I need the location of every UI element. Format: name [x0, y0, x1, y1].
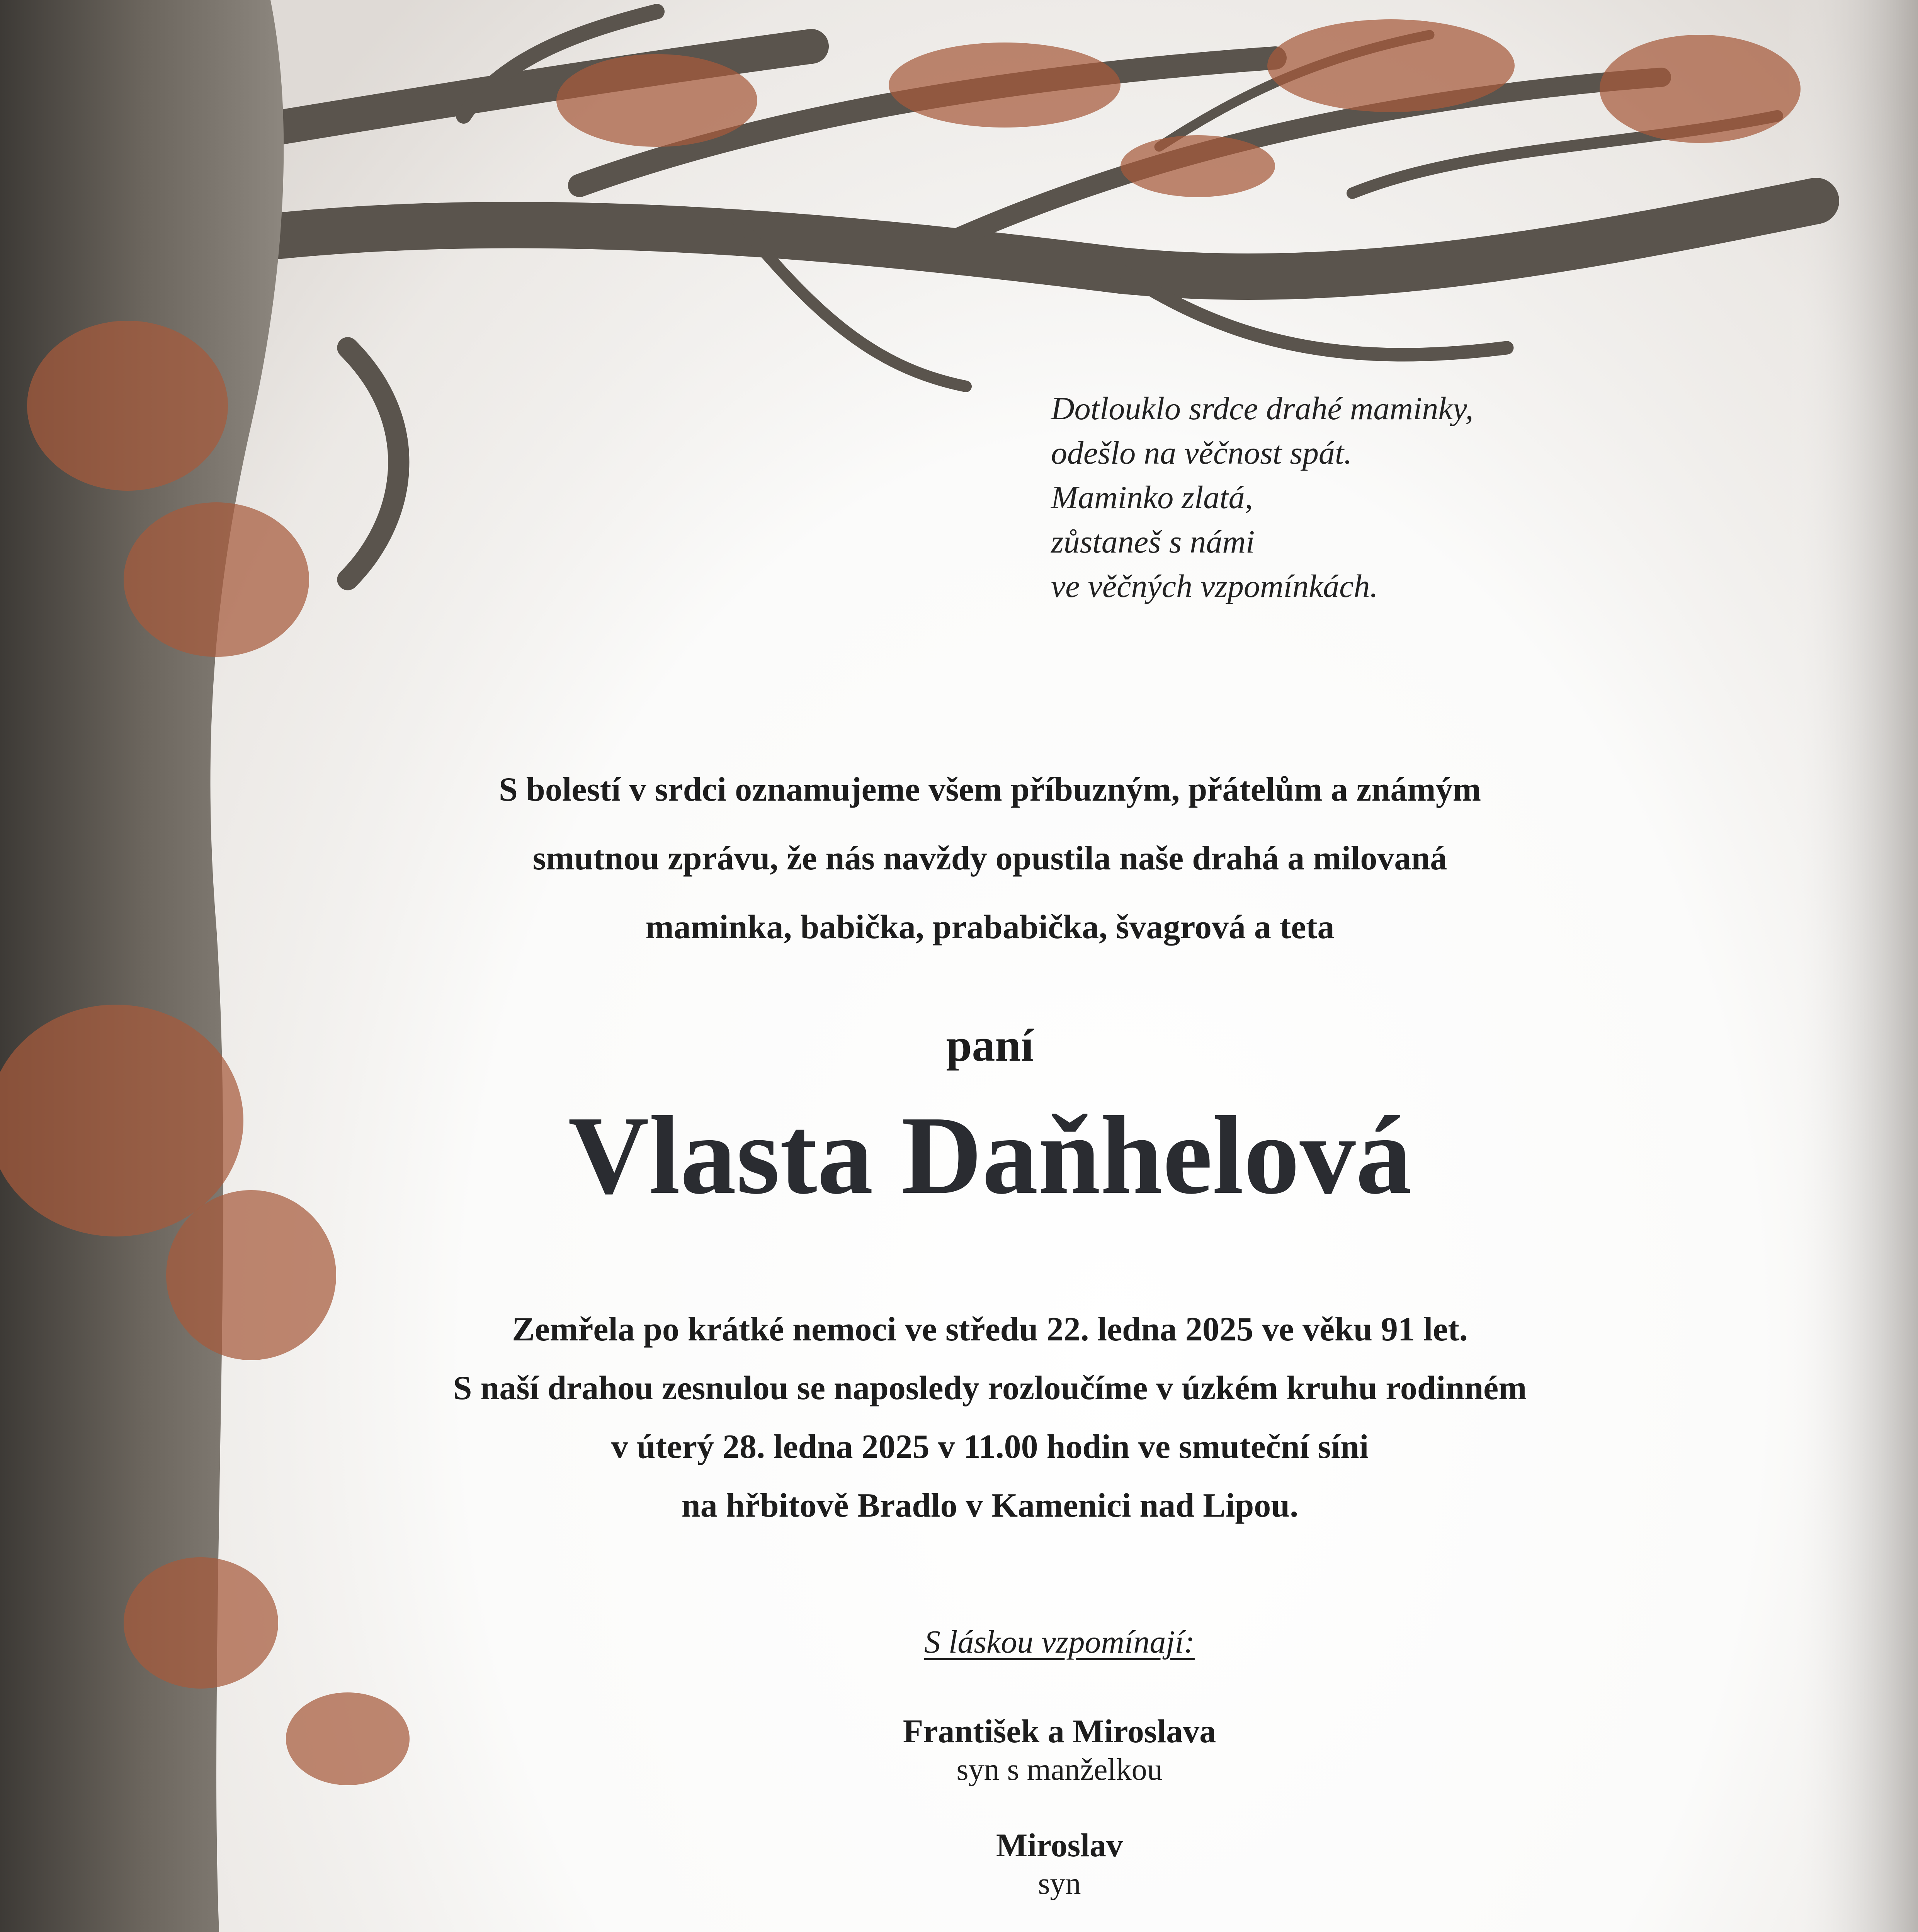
- memorial-poem: [1051, 386, 1473, 609]
- details-line: na hřbitově Bradlo v Kamenici nad Lipou.: [681, 1487, 1299, 1524]
- announcement-line: maminka, babička, prababička, švagrová a teta: [645, 908, 1335, 946]
- poem-line: odešlo na věčnost spát.: [1051, 435, 1352, 471]
- announcement-line: smutnou zprávu, že nás navždy opustila naše drahá a milovaná: [532, 840, 1447, 877]
- details-line: S naší drahou zesnulou se naposledy rozloučíme v úzkém kruhu rodinném: [453, 1369, 1527, 1407]
- poem-line: zůstaneš s námi: [1051, 524, 1255, 560]
- deceased-prefix: paní: [946, 1019, 1034, 1071]
- poem-line: Maminko zlatá,: [1051, 480, 1253, 515]
- mourner-relation: syn s manželkou: [956, 1753, 1163, 1787]
- poem-line: Dotlouklo srdce drahé maminky,: [1051, 391, 1474, 427]
- details-line: v úterý 28. ledna 2025 v 11.00 hodin ve smuteční síni: [611, 1428, 1369, 1466]
- details-line: Zemřela po krátké nemoci ve středu 22. ledna 2025 ve věku 91 let.: [512, 1311, 1468, 1348]
- mourners-heading: [0, 1619, 1918, 1665]
- mourner-relation: syn: [1038, 1867, 1081, 1901]
- announcement-text: [0, 755, 1918, 962]
- mourners-heading-text: S láskou vzpomínají:: [924, 1624, 1195, 1660]
- poem-line: ve věčných vzpomínkách.: [1051, 568, 1378, 604]
- ceremony-details: [0, 1300, 1918, 1535]
- announcement-line: S bolestí v srdci oznamujeme všem příbuzným, přátelům a známým: [498, 771, 1481, 808]
- mourner-names: Miroslav: [996, 1827, 1123, 1864]
- mourner-names: František a Miroslava: [903, 1713, 1216, 1750]
- mourner-group: [201, 1826, 1918, 1903]
- mourners-list: [0, 1712, 1918, 1932]
- deceased-name: Vlasta Daňhelová: [568, 1093, 1412, 1217]
- mourner-group: [201, 1712, 1918, 1789]
